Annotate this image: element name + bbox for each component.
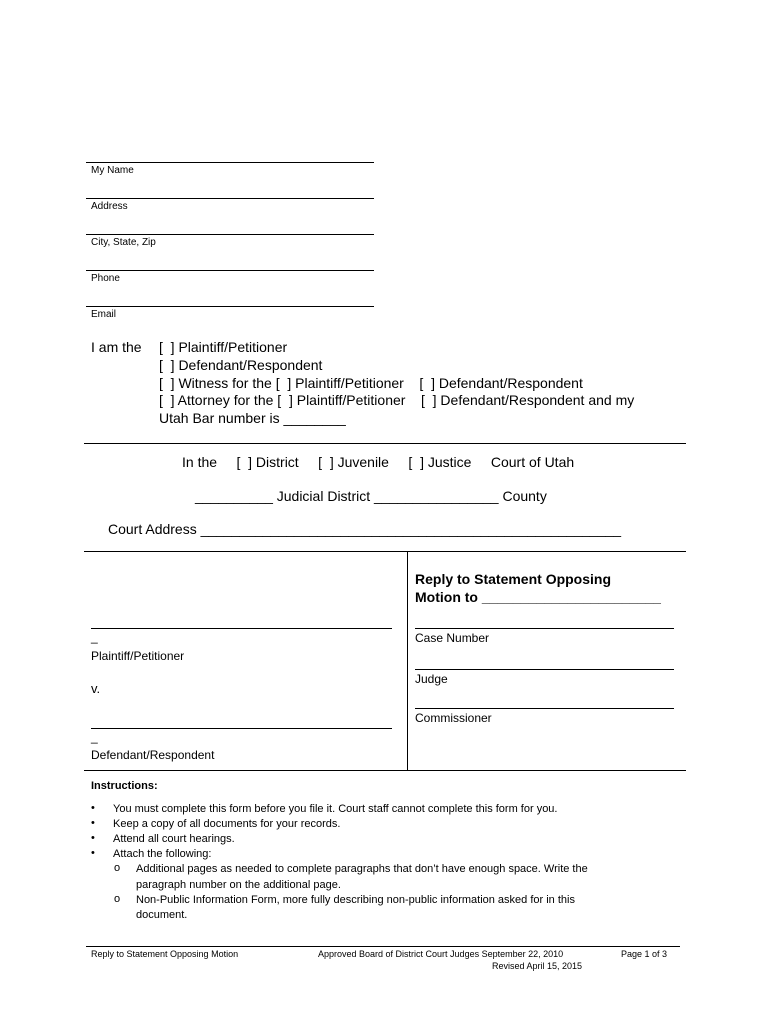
sub-instruction-line: paragraph number on the additional page. (136, 879, 341, 891)
divider-caption-top (84, 551, 686, 552)
judge-label: Judge (415, 672, 448, 686)
sub-bullet: o (114, 862, 121, 874)
instruction-item: You must complete this form before you file it. Court staff cannot complete this form for you. (113, 803, 558, 815)
footer-page-number: Page 1 of 3 (621, 949, 668, 959)
plaintiff-label: Plaintiff/Petitioner (91, 649, 185, 663)
court-address[interactable]: Court Address ______________________________________________________ (108, 521, 622, 537)
divider-top (84, 443, 686, 444)
defendant-blank: _ (91, 730, 98, 744)
footer-revised: Revised April 15, 2015 (492, 961, 583, 971)
i-am-label: I am the (91, 339, 142, 355)
versus-label: v. (91, 681, 101, 696)
name-line[interactable] (86, 162, 374, 163)
plaintiff-blank: _ (91, 630, 98, 644)
bullet: • (91, 802, 95, 814)
phone-label: Phone (91, 273, 120, 284)
bullet: • (91, 817, 95, 829)
judge-line[interactable] (415, 669, 674, 670)
footer-approval: Approved Board of District Court Judges September 22, 2010 (318, 949, 564, 959)
motion-to[interactable]: Motion to _______________________ (415, 589, 661, 605)
city-label: City, State, Zip (91, 237, 156, 248)
address-label: Address (91, 201, 128, 212)
instructions-heading: Instructions: (91, 780, 158, 792)
commissioner-label: Commissioner (415, 711, 492, 725)
option-attorney[interactable]: [ ] Attorney for the [ ] Plaintiff/Petitioner [ ] Defendant/Respondent and my (159, 392, 635, 408)
sub-instruction-line: document. (136, 909, 188, 921)
bullet: • (91, 847, 95, 859)
option-witness[interactable]: [ ] Witness for the [ ] Plaintiff/Petitioner [ ] Defendant/Respondent (159, 375, 583, 391)
option-defendant[interactable]: [ ] Defendant/Respondent (159, 357, 323, 373)
sub-instruction-line: Additional pages as needed to complete paragraphs that don’t have enough space. Write the (136, 863, 588, 875)
plaintiff-line[interactable] (91, 628, 392, 629)
judicial-district[interactable]: __________ Judicial District ________________ County (195, 488, 547, 504)
address-line[interactable] (86, 198, 374, 199)
court-type[interactable]: In the [ ] District [ ] Juvenile [ ] Justice Court of Utah (182, 454, 575, 470)
sub-bullet: o (114, 893, 121, 905)
defendant-label: Defendant/Respondent (91, 748, 215, 762)
divider-caption-bottom (84, 770, 686, 771)
bar-number[interactable]: Utah Bar number is ________ (159, 410, 346, 426)
phone-line[interactable] (86, 270, 374, 271)
email-label: Email (91, 309, 117, 320)
defendant-line[interactable] (91, 728, 392, 729)
city-line[interactable] (86, 234, 374, 235)
case-number-label: Case Number (415, 631, 490, 645)
instruction-item: Attach the following: (113, 848, 212, 860)
sub-instruction-line: Non-Public Information Form, more fully describing non-public information asked for in this (136, 894, 575, 906)
footer-form-title: Reply to Statement Opposing Motion (91, 949, 239, 959)
instruction-item: Attend all court hearings. (113, 833, 235, 845)
name-label: My Name (91, 165, 134, 176)
caption-divider (407, 551, 408, 770)
email-line[interactable] (86, 306, 374, 307)
footer-divider (86, 946, 680, 947)
case-number-line[interactable] (415, 628, 674, 629)
bullet: • (91, 832, 95, 844)
document-title: Reply to Statement Opposing (415, 571, 612, 587)
option-plaintiff[interactable]: [ ] Plaintiff/Petitioner (159, 339, 288, 355)
commissioner-line[interactable] (415, 708, 674, 709)
instruction-item: Keep a copy of all documents for your records. (113, 818, 341, 830)
